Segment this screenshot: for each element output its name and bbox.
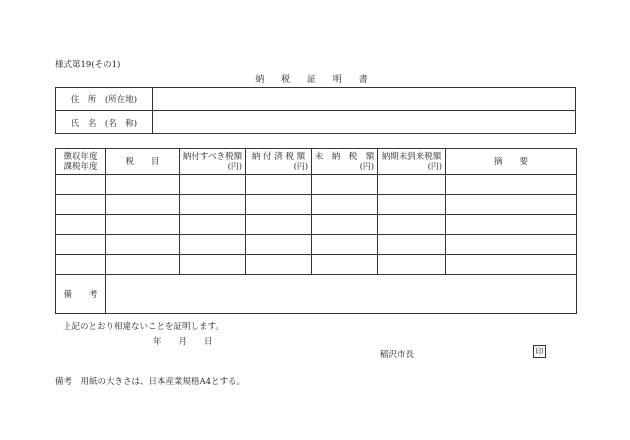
form-number: 様式第19(その1) [55, 60, 121, 70]
table-row [56, 235, 577, 255]
date-line: 年 月 日 [153, 337, 213, 347]
certification-text: 上記のとおり相違ないことを証明します。 [63, 322, 224, 332]
header-year: 徴収年度 課税年度 [56, 149, 106, 175]
header-remarks: 摘 要 [446, 149, 577, 175]
issuer-name: 稲沢市長 [380, 350, 415, 360]
name-row [56, 111, 575, 134]
remarks-row [56, 275, 577, 314]
table-row [56, 215, 577, 235]
remarks-row-label: 備 考 [56, 275, 106, 314]
header-amount-unpaid: 未 納 税 額 (円) [312, 149, 378, 175]
address-row [56, 88, 575, 111]
table-row [56, 195, 577, 215]
address-label: 住 所 (所在地) [56, 88, 153, 110]
header-tax-item: 税 目 [106, 149, 180, 175]
applicant-box [55, 87, 576, 134]
seal-mark: 印 [533, 345, 546, 358]
table-row [56, 255, 577, 275]
header-amount-not-due: 納期未到来税額 (円) [378, 149, 446, 175]
name-label: 氏 名 (名 称) [56, 111, 153, 134]
tax-table [55, 148, 577, 314]
page-title: 納 税 証 明 書 [255, 75, 375, 85]
header-amount-due: 納付すべき税額 (円) [180, 149, 246, 175]
table-header-row [56, 149, 577, 175]
remarks-row-content [106, 275, 577, 314]
header-amount-paid: 納 付 済 税 額 (円) [246, 149, 312, 175]
table-row [56, 175, 577, 195]
footnote: 備考 用紙の大きさは、日本産業規格A4とする。 [55, 377, 246, 387]
